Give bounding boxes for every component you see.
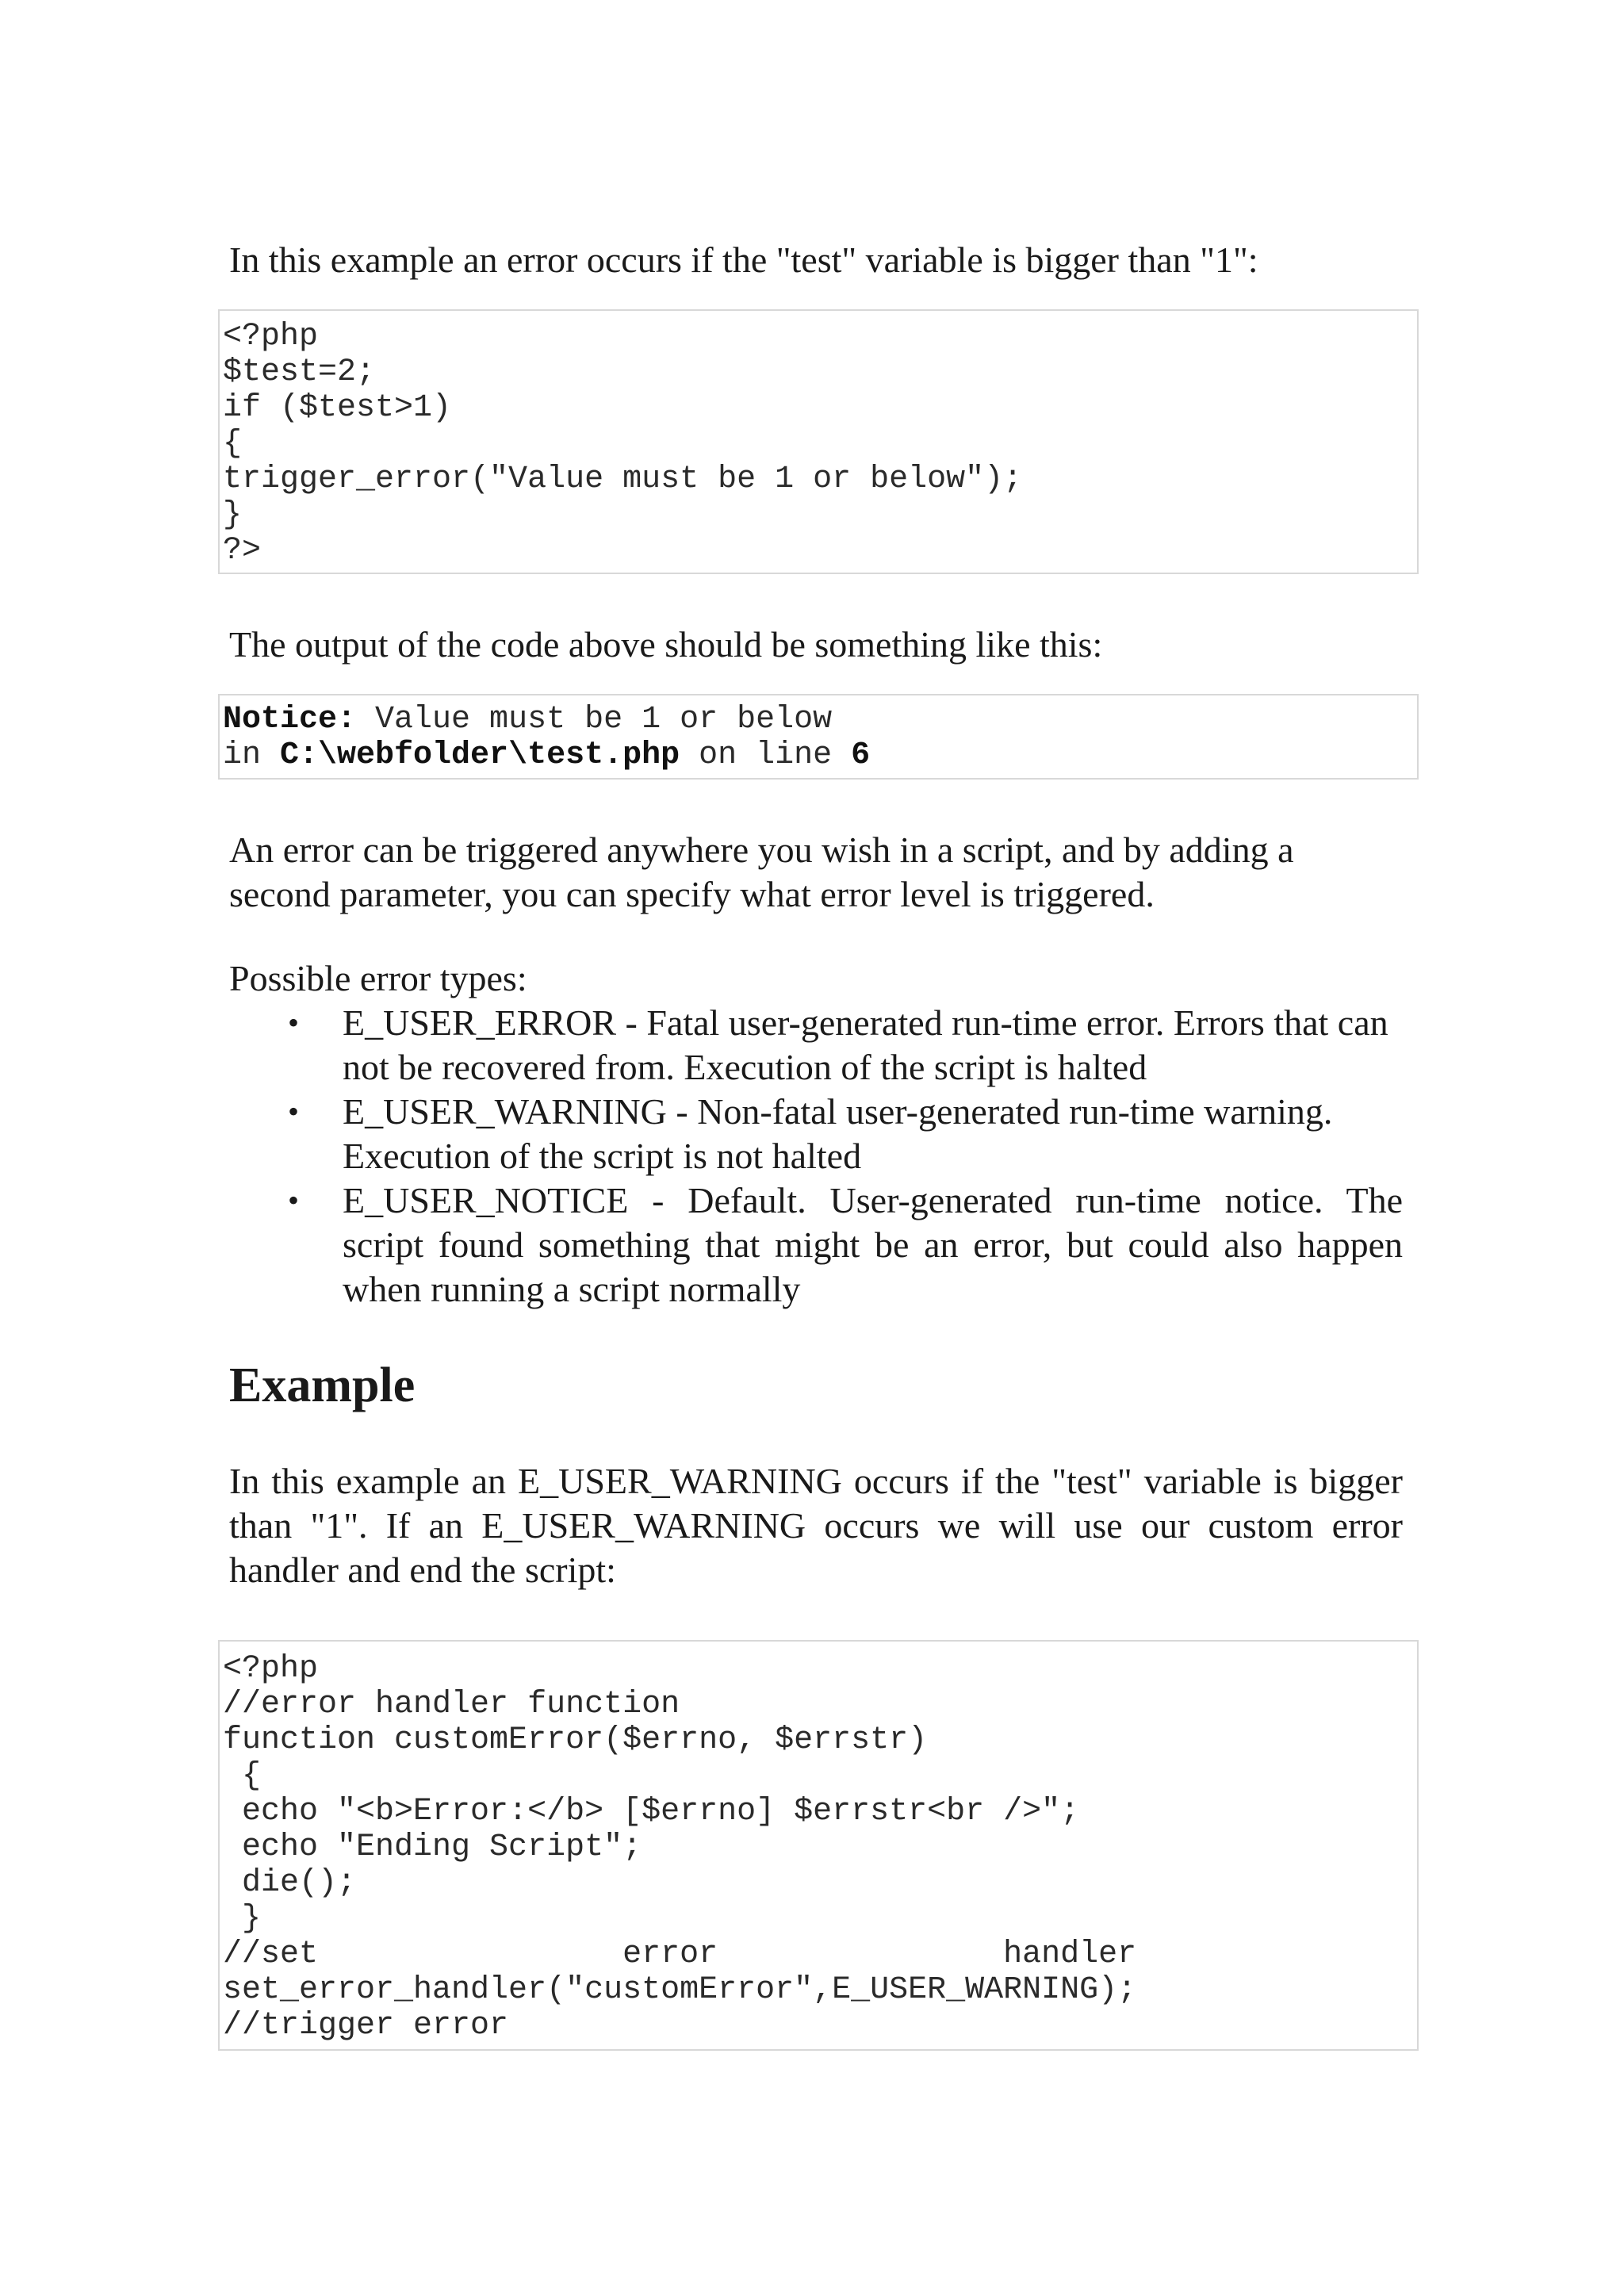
code-line: } [223, 1901, 262, 1937]
list-item [229, 1001, 1403, 1090]
code-line: die(); [223, 1865, 357, 1901]
error-type-text: E_USER_WARNING - Non-fatal user-generated run-time warning. Execution of the script is not halted [343, 1091, 1333, 1176]
example-paragraph: In this example an E_USER_WARNING occurs if the "test" variable is bigger than "1". If an E_USER_WARNING occurs we will use our custom error handler and end the script: [229, 1461, 1403, 1590]
code-block-trigger-error [218, 309, 1419, 574]
code-line: //trigger error [223, 2008, 509, 2044]
error-type-text: E_USER_NOTICE - Default. User-generated run-time notice. The script found something that might be an error, but could also happen when running a script normally [343, 1180, 1403, 1309]
code-block-custom-error [218, 1640, 1419, 2051]
code-line: echo "Ending Script"; [223, 1829, 642, 1865]
intro-paragraph: In this example an error occurs if the "test" variable is bigger than "1": [229, 239, 1258, 280]
code-line: //set error handler [223, 1937, 1137, 1972]
code-line: echo "<b>Error:</b> [$errno] $errstr<br />"; [223, 1794, 1080, 1829]
list-item [229, 1178, 1403, 1312]
code-line: <?php [223, 319, 319, 354]
code-line: if ($test>1) [223, 390, 452, 426]
code-line: { [223, 426, 243, 462]
bullet-icon: • [288, 1005, 300, 1040]
error-types-list [229, 1001, 1403, 1312]
example-heading: Example [229, 1358, 416, 1412]
list-item [229, 1090, 1403, 1178]
notice-message: Value must be 1 or below [356, 702, 833, 738]
trigger-paragraph: An error can be triggered anywhere you wish in a script, and by adding a second parameter, you can specify what error level is triggered. [229, 829, 1294, 914]
bullet-icon: • [288, 1094, 300, 1129]
code-line: set_error_handler("customError",E_USER_WARNING); [223, 1972, 1137, 2008]
code-line: <?php [223, 1651, 319, 1687]
output-intro-paragraph: The output of the code above should be something like this: [229, 624, 1103, 665]
notice-label: Notice: [223, 702, 357, 738]
output-block [218, 694, 1419, 780]
error-type-text: E_USER_ERROR - Fatal user-generated run-time error. Errors that can not be recovered from. Execution of the script is halted [343, 1002, 1388, 1087]
bullet-icon: • [288, 1182, 300, 1218]
code-line: { [223, 1758, 262, 1794]
code-line: } [223, 497, 243, 533]
output-line-notice [220, 702, 1417, 738]
code-line: //error handler function [223, 1687, 680, 1722]
on-line-text: on line [680, 738, 852, 773]
code-line: $test=2; [223, 354, 376, 390]
error-types-heading: Possible error types: [229, 958, 527, 998]
code-line: function customError($errno, $errstr) [223, 1722, 928, 1758]
output-line-location [220, 738, 1417, 773]
code-line: ?> [223, 533, 262, 569]
file-path: C:\webfolder\test.php [280, 738, 680, 773]
line-number: 6 [851, 738, 871, 773]
code-line: trigger_error("Value must be 1 or below"); [223, 462, 1023, 497]
in-word: in [223, 738, 281, 773]
